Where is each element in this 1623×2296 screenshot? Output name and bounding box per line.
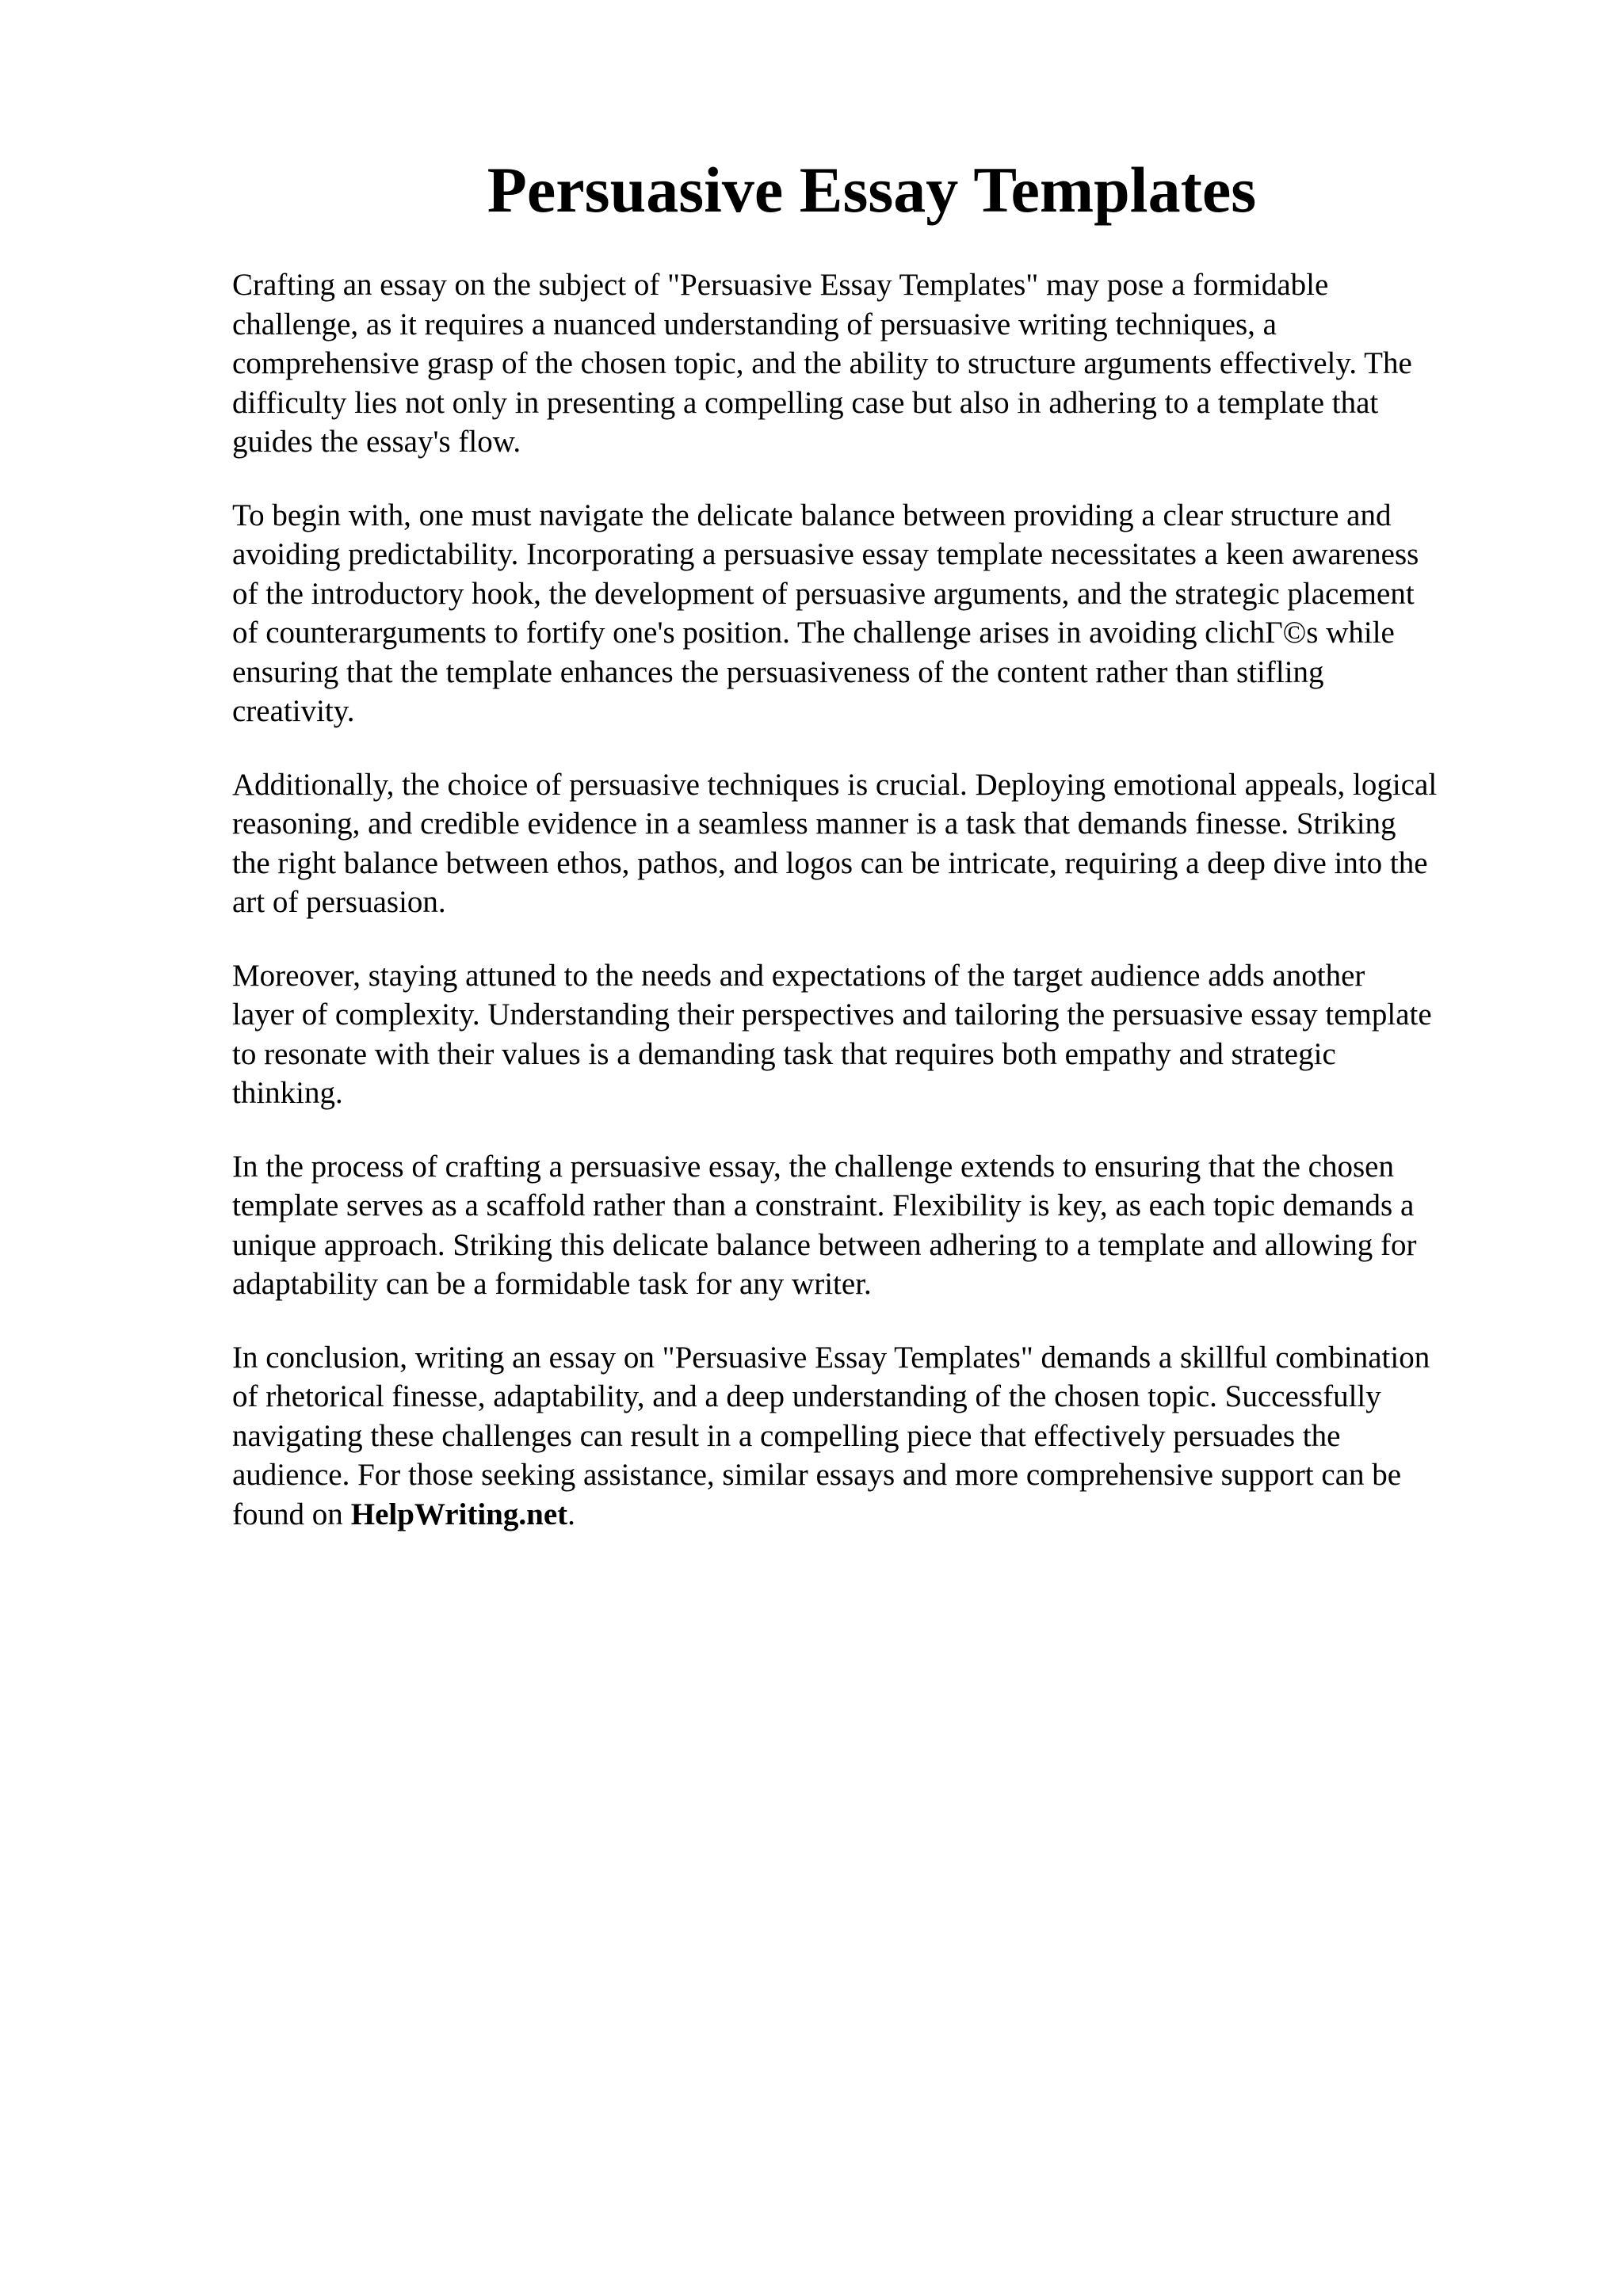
text-line: the right balance between ethos, pathos, and logos can be intricate, requiring a deep dive into the	[232, 845, 1428, 880]
text-line: to resonate with their values is a demanding task that requires both empathy and strategic	[232, 1036, 1336, 1071]
text-line: ensuring that the template enhances the persuasiveness of the content rather than stifling	[232, 654, 1324, 689]
text-line: reasoning, and credible evidence in a seamless manner is a task that demands finesse. Striking	[232, 807, 1396, 841]
text-line: template serves as a scaffold rather than a constraint. Flexibility is key, as each topic demands a	[232, 1188, 1415, 1222]
text-line: navigating these challenges can result in a compelling piece that effectively persuades the	[232, 1418, 1341, 1453]
text-line: layer of complexity. Understanding their perspectives and tailoring the persuasive essay template	[232, 997, 1432, 1032]
paragraph-4	[232, 956, 1532, 1113]
text-line: In the process of crafting a persuasive essay, the challenge extends to ensuring that the chosen	[232, 1149, 1394, 1184]
text-line: difficulty lies not only in presenting a compelling case but also in adhering to a template that	[232, 385, 1379, 420]
paragraph-3	[232, 765, 1532, 922]
text-line: art of persuasion.	[232, 885, 446, 919]
document-title: Persuasive Essay Templates	[487, 154, 1257, 226]
text-line: Crafting an essay on the subject of "Persuasive Essay Templates" may pose a formidable	[232, 268, 1329, 302]
closing-suffix: .	[567, 1497, 575, 1531]
paragraph-5	[232, 1147, 1532, 1304]
closing-line	[232, 1495, 1532, 1535]
text-line: Moreover, staying attuned to the needs and expectations of the target audience adds another	[232, 958, 1365, 993]
paragraph-6	[232, 1338, 1532, 1535]
closing-prefix: found on	[232, 1497, 343, 1531]
text-line: of rhetorical finesse, adaptability, and a deep understanding of the chosen topic. Successfully	[232, 1379, 1381, 1413]
text-line: creativity.	[232, 694, 355, 728]
text-line: comprehensive grasp of the chosen topic, and the ability to structure arguments effectively. The	[232, 346, 1412, 380]
text-line: unique approach. Striking this delicate balance between adhering to a template and allowing for	[232, 1227, 1417, 1262]
text-line: of the introductory hook, the development of persuasive arguments, and the strategic placement	[232, 576, 1415, 611]
paragraph-1	[232, 265, 1532, 462]
text-line: In conclusion, writing an essay on "Persuasive Essay Templates" demands a skillful combination	[232, 1340, 1430, 1375]
text-line: challenge, as it requires a nuanced understanding of persuasive writing techniques, a	[232, 307, 1277, 341]
text-line: To begin with, one must navigate the delicate balance between providing a clear structure and	[232, 498, 1392, 532]
text-line: Additionally, the choice of persuasive techniques is crucial. Deploying emotional appeals, logical	[232, 767, 1438, 802]
helpwriting-link[interactable]: HelpWriting.net	[350, 1497, 568, 1531]
text-line: adaptability can be a formidable task for any writer.	[232, 1267, 872, 1301]
text-line: audience. For those seeking assistance, similar essays and more comprehensive support can be	[232, 1458, 1402, 1492]
text-line: thinking.	[232, 1076, 343, 1110]
text-line: avoiding predictability. Incorporating a persuasive essay template necessitates a keen awareness	[232, 537, 1419, 571]
document-body	[232, 265, 1532, 1568]
text-line: guides the essay's flow.	[232, 425, 521, 459]
paragraph-2	[232, 496, 1532, 731]
text-line: of counterarguments to fortify one's position. The challenge arises in avoiding clichΓ©s while	[232, 616, 1395, 650]
